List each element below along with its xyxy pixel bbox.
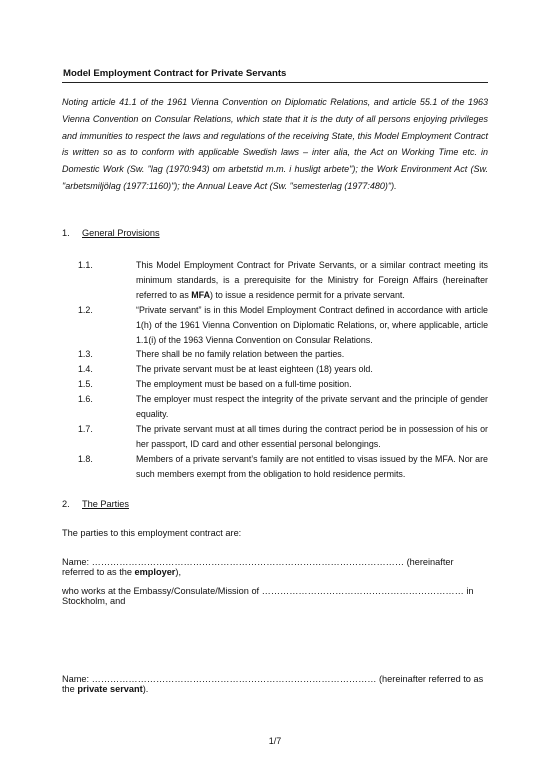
- mission-country-blank[interactable]: …………………………………………………………: [261, 586, 464, 596]
- provision-number: 1.6.: [78, 394, 93, 405]
- intro-paragraph: Noting article 41.1 of the 1961 Vienna Convention on Diplomatic Relations, and article 55.1 of the 1963 Vienna Convention on Consular Relations, which state that it is the duty of all persons enjoying privileges and immunities to respect the laws and regulations of the receiving State, this Model Employment Contract is written so as to conform with applicable Swedish laws – inter alia, the Act on Working Time etc. in Domestic Work (Sw. "lag (1970:943) om arbetstid m.m. i husligt arbete"); the Work Environment Act (Sw. "arbetsmiljölag (1977:1160)"); the Annual Leave Act (Sw. "semesterlag (1977:480)").: [62, 97, 488, 191]
- provision-text: Members of a private servant’s family are not entitled to visas issued by the MFA. Nor are such members exempt from the obligation to hold residence permits.: [136, 453, 488, 479]
- section-title: General Provisions: [82, 228, 160, 238]
- document-title: Model Employment Contract for Private Servants: [63, 68, 287, 79]
- provision-text: The employment must be based on a full-time position.: [136, 379, 352, 390]
- name-label: Name:: [62, 557, 92, 567]
- employer-term: employer: [134, 567, 176, 577]
- provision-text: The employer must respect the integrity of the private servant and the principle of gender equality.: [136, 394, 488, 420]
- provision-item: [78, 258, 488, 303]
- provision-item: [78, 392, 488, 422]
- provision-number: 1.1.: [78, 260, 93, 270]
- private-servant-name-line: Name: ………………………………………………………………………………… (hereinafter referred to as the private servant).: [62, 674, 484, 694]
- mission-line: who works at the Embassy/Consulate/Mission of ………………………………………………………… in Stockholm, and: [62, 586, 474, 606]
- section-number: 2.: [62, 499, 70, 509]
- provision-item: [78, 452, 488, 482]
- provision-number: 1.5.: [78, 379, 93, 390]
- name-label: Name:: [62, 674, 92, 684]
- parties-intro: The parties to this employment contract are:: [62, 528, 242, 538]
- provision-number: 1.3.: [78, 349, 93, 360]
- provisions-list: [78, 258, 488, 482]
- provision-item: [78, 347, 488, 362]
- servant-name-blank[interactable]: …………………………………………………………………………………: [91, 674, 379, 684]
- provision-text: This Model Employment Contract for Private Servants, or a similar contract meeting its minimum standards, is a prerequisite for the Ministry for Foreign Affairs (hereinafter referred to as MFA) to issue a residence permit for a private servant.: [136, 260, 488, 300]
- provision-number: 1.7.: [78, 423, 93, 434]
- provision-number: 1.2.: [78, 304, 93, 315]
- employer-name-blank[interactable]: …………………………………………………………………………………………: [91, 557, 407, 567]
- provision-item: [78, 422, 488, 452]
- employer-name-line: Name: ………………………………………………………………………………………… (hereinafter referred to as the employer),: [62, 557, 454, 577]
- title-underline: [62, 82, 488, 83]
- provision-number: 1.8.: [78, 453, 93, 464]
- provision-text: “Private servant” is in this Model Employment Contract defined in accordance with article 1(h) of the 1961 Vienna Convention on Diplomatic Relations, or, where applicable, article 1.1(i) of the 1963 Vienna Convention on Consular Relations.: [136, 304, 488, 345]
- provision-text: The private servant must be at least eighteen (18) years old.: [136, 364, 373, 375]
- section-number: 1.: [62, 228, 70, 238]
- provision-text: There shall be no family relation between the parties.: [136, 349, 345, 360]
- provision-item: [78, 303, 488, 348]
- private-servant-term: private servant: [77, 684, 143, 694]
- provision-item: [78, 362, 488, 377]
- provision-text: The private servant must at all times during the contract period be in possession of his or her passport, ID card and other essential personal belongings.: [136, 423, 488, 449]
- section-heading-general-provisions: [62, 228, 160, 238]
- section-title: The Parties: [82, 499, 129, 509]
- page-number: 1/7: [268, 736, 282, 746]
- section-heading-the-parties: [62, 499, 129, 509]
- provision-number: 1.4.: [78, 364, 93, 375]
- provision-item: [78, 377, 488, 392]
